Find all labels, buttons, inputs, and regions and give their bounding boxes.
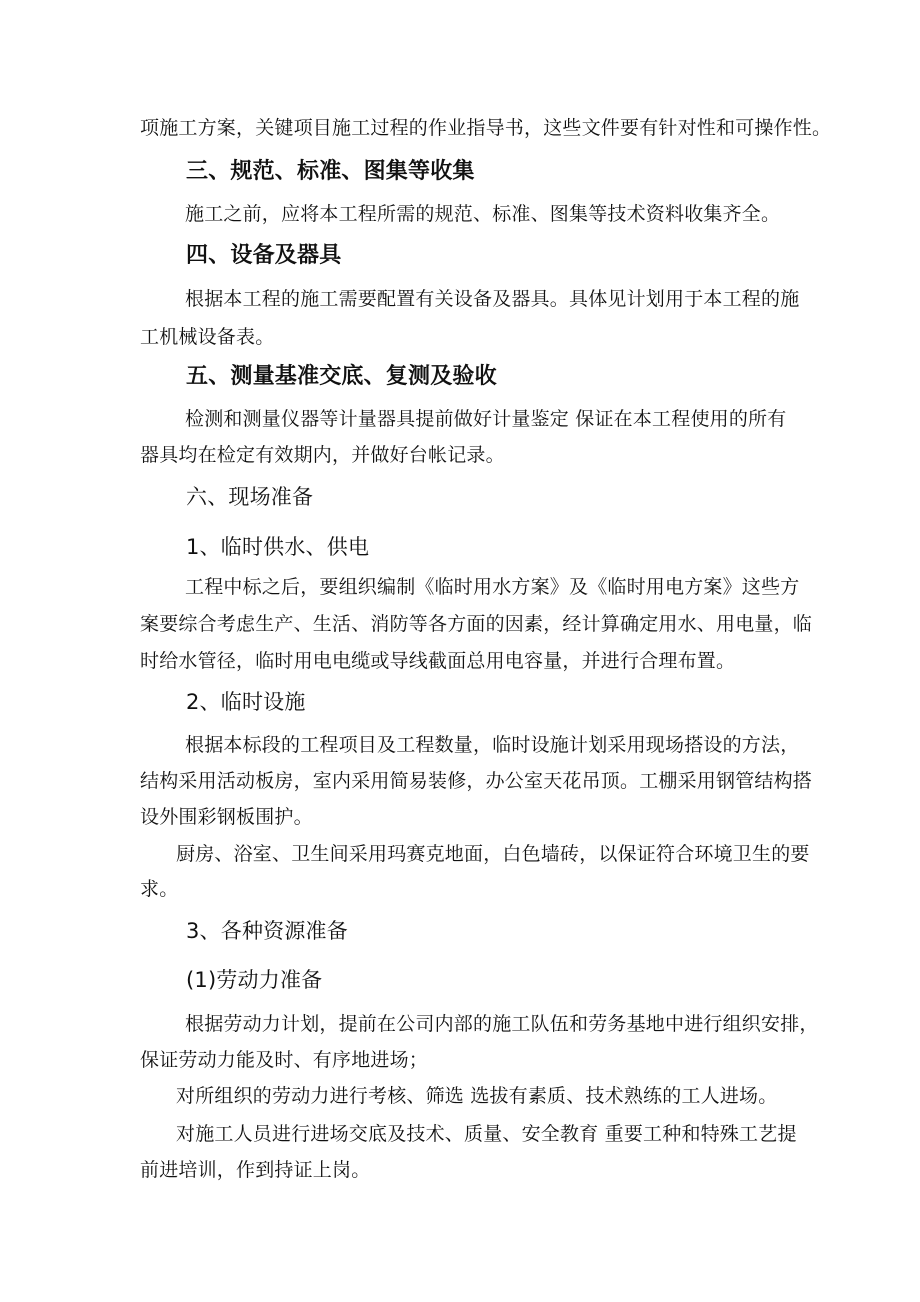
subsubsection-heading-1: (1)劳动力准备 [186,968,323,992]
paragraph-line: 求。 [140,878,179,900]
section-heading-6: 六、现场准备 [186,485,314,509]
paragraph-line: 器具均在检定有效期内，并做好台帐记录。 [140,444,505,466]
paragraph-line: 保证劳动力能及时、有序地进场； [140,1049,429,1071]
paragraph-line: 工程中标之后，要组织编制《临时用水方案》及《临时用电方案》这些方 [185,576,800,598]
paragraph-line: 根据劳动力计划，提前在公司内部的施工队伍和劳务基地中进行组织安排， [185,1013,819,1035]
paragraph-line: 检测和测量仪器等计量器具提前做好计量鉴定 保证在本工程使用的所有 [185,408,787,430]
subsection-heading-2: 2、临时设施 [186,690,306,714]
subsection-heading-3: 3、各种资源准备 [186,919,348,943]
paragraph-line: 时给水管径，临时用电电缆或导线截面总用电容量，并进行合理布置。 [140,650,736,672]
paragraph-line: 对施工人员进行进场交底及技术、质量、安全教育 重要工种和特殊工艺提 [176,1123,797,1145]
paragraph-line: 项施工方案，关键项目施工过程的作业指导书，这些文件要有针对性和可操作性。 [140,117,832,139]
paragraph-line: 工机械设备表。 [140,326,275,348]
paragraph-line: 施工之前，应将本工程所需的规范、标准、图集等技术资料收集齐全。 [185,203,781,225]
paragraph-line: 根据本标段的工程项目及工程数量，临时设施计划采用现场搭设的方法， [185,734,800,756]
section-heading-3: 三、规范、标准、图集等收集 [186,159,475,184]
paragraph-line: 对所组织的劳动力进行考核、筛选 选拔有素质、技术熟练的工人进场。 [176,1085,778,1107]
paragraph-line: 前进培训，作到持证上岗。 [140,1159,371,1181]
paragraph-line: 案要综合考虑生产、生活、消防等各方面的因素，经计算确定用水、用电量，临 [140,613,813,635]
subsection-heading-1: 1、临时供水、供电 [186,535,370,559]
paragraph-line: 厨房、浴室、卫生间采用玛赛克地面，白色墙砖，以保证符合环境卫生的要 [176,843,810,865]
paragraph-line: 根据本工程的施工需要配置有关设备及器具。具体见计划用于本工程的施 [185,288,800,310]
section-heading-4: 四、设备及器具 [186,243,342,268]
section-heading-5: 五、测量基准交底、复测及验收 [186,364,497,389]
paragraph-line: 设外围彩钢板围护。 [140,806,313,828]
paragraph-line: 结构采用活动板房，室内采用简易装修，办公室天花吊顶。工棚采用钢管结构搭 [140,770,813,792]
